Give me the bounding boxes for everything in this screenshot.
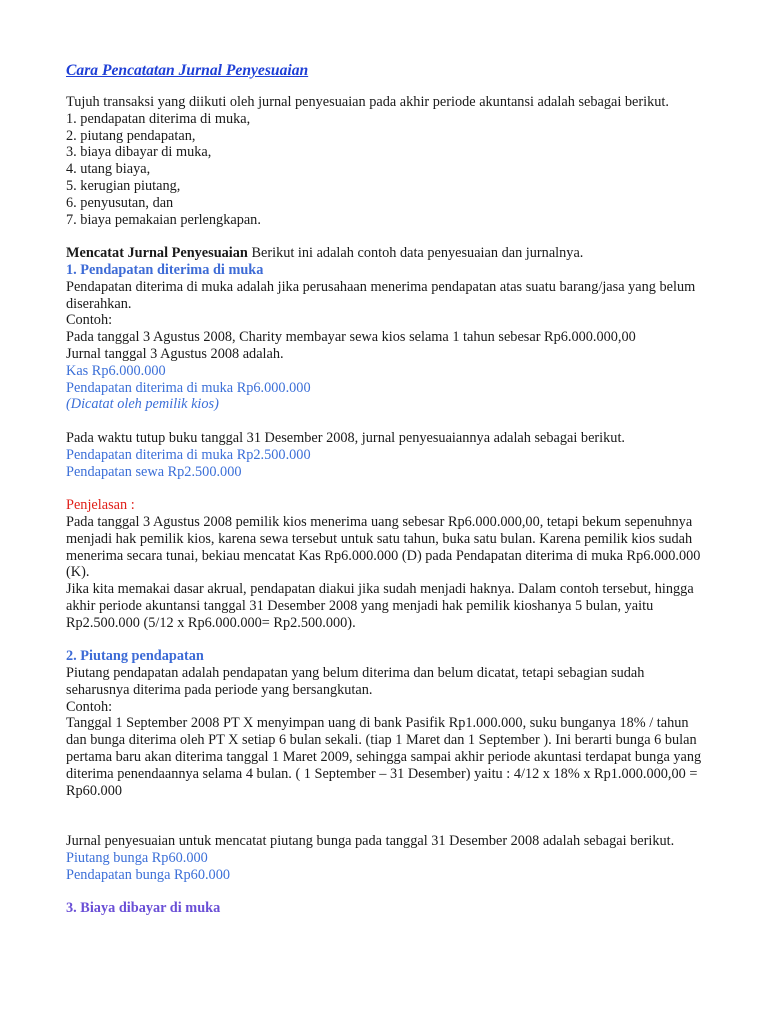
journal-note: (Dicatat oleh pemilik kios) (66, 396, 219, 413)
penjelasan-label: Penjelasan : (66, 497, 135, 514)
section3-heading: 3. Biaya dibayar di muka (66, 900, 221, 917)
list-item: 1. pendapatan diterima di muka, (66, 110, 251, 127)
section2-heading: 2. Piutang pendapatan (66, 648, 204, 665)
list-item: 2. piutang pendapatan, (66, 127, 196, 144)
section1-example: Pada tanggal 3 Agustus 2008, Charity membayar sewa kios selama 1 tahun sebesar Rp6.000.000,00 (66, 329, 636, 346)
adjusting-entry-debit: Pendapatan diterima di muka Rp2.500.000 (66, 446, 311, 463)
penjelasan-paragraph-1: Pada tanggal 3 Agustus 2008 pemilik kios menerima uang sebesar Rp6.000.000,00, tetapi bekum sepenuhnya menjadi hak pemilik kios, karena sewa tersebut untuk satu tahun, buka satu bulan. Karena pemilik kios sudah menerima secara tunai, bekiau mencatat Kas Rp6.000.000 (D) pada Pendapatan diterima di muka Rp6.000.000 (K). (66, 513, 701, 581)
penjelasan-paragraph-2: Jika kita memakai dasar akrual, pendapatan diakui jika sudah menjadi haknya. Dalam contoh tersebut, hingga akhir periode akuntansi tanggal 31 Desember 2008 yang menjadi hak pemilik kioshanya 5 bulan, yaitu Rp2.500.000 (5/12 x Rp6.000.000= Rp2.500.000). (66, 581, 694, 631)
journal-entry-debit: Kas Rp6.000.000 (66, 362, 166, 379)
list-item: 7. biaya pemakaian perlengkapan. (66, 211, 261, 228)
section1-jurnal-intro: Jurnal tanggal 3 Agustus 2008 adalah. (66, 345, 284, 362)
journal-entry-credit: Pendapatan bunga Rp60.000 (66, 866, 230, 883)
mencatat-paragraph (66, 245, 706, 262)
section2-contoh-label: Contoh: (66, 698, 113, 715)
document-content (66, 62, 706, 917)
journal-entry-credit: Pendapatan diterima di muka Rp6.000.000 (66, 379, 311, 396)
section1-heading: 1. Pendapatan diterima di muka (66, 261, 264, 278)
section2-example: Tanggal 1 September 2008 PT X menyimpan uang di bank Pasifik Rp1.000.000, suku bunganya 18% / tahun dan bunga diterima oleh PT X setiap 6 bulan sekali. (tiap 1 Maret dan 1 September ). Ini berarti bunga 6 bulan pertama baru akan diterima tanggal 1 Maret 2009, sehingga sampai akhir periode akuntasi terdapat bunga yang diterima penendaannya selama 4 bulan. ( 1 September – 31 Desember) yaitu : 4/12 x 18% x Rp1.000.000,00 = Rp60.000 (66, 715, 702, 799)
adjusting-entry-credit: Pendapatan sewa Rp2.500.000 (66, 463, 242, 480)
section2-jurnal-intro: Jurnal penyesuaian untuk mencatat piutang bunga pada tanggal 31 Desember 2008 adalah sebagai berikut. (66, 833, 675, 850)
transaction-list (66, 111, 706, 229)
section2-definition: Piutang pendapatan adalah pendapatan yang belum diterima dan belum dicatat, tetapi sebagian sudah seharusnya diterima pada periode yang bersangkutan. (66, 665, 645, 698)
document-title[interactable]: Cara Pencatatan Jurnal Penyesuaian (66, 62, 309, 79)
intro-text: Tujuh transaksi yang diikuti oleh jurnal penyesuaian pada akhir periode akuntansi adalah sebagai berikut. (66, 94, 669, 110)
list-item: 3. biaya dibayar di muka, (66, 144, 212, 161)
section1-contoh-label: Contoh: (66, 312, 113, 329)
mencatat-rest: Berikut ini adalah contoh data penyesuaian dan jurnalnya. (247, 245, 584, 262)
list-item: 4. utang biaya, (66, 161, 151, 178)
mencatat-bold: Mencatat Jurnal Penyesuaian (66, 245, 248, 262)
section1-tutup-buku: Pada waktu tutup buku tanggal 31 Desember 2008, jurnal penyesuaiannya adalah sebagai berikut. (66, 429, 626, 446)
list-item: 6. penyusutan, dan (66, 194, 174, 211)
section1-definition: Pendapatan diterima di muka adalah jika perusahaan menerima pendapatan atas suatu barang/jasa yang belum diserahkan. (66, 278, 696, 312)
journal-entry-debit: Piutang bunga Rp60.000 (66, 849, 208, 866)
list-item: 5. kerugian piutang, (66, 177, 181, 194)
